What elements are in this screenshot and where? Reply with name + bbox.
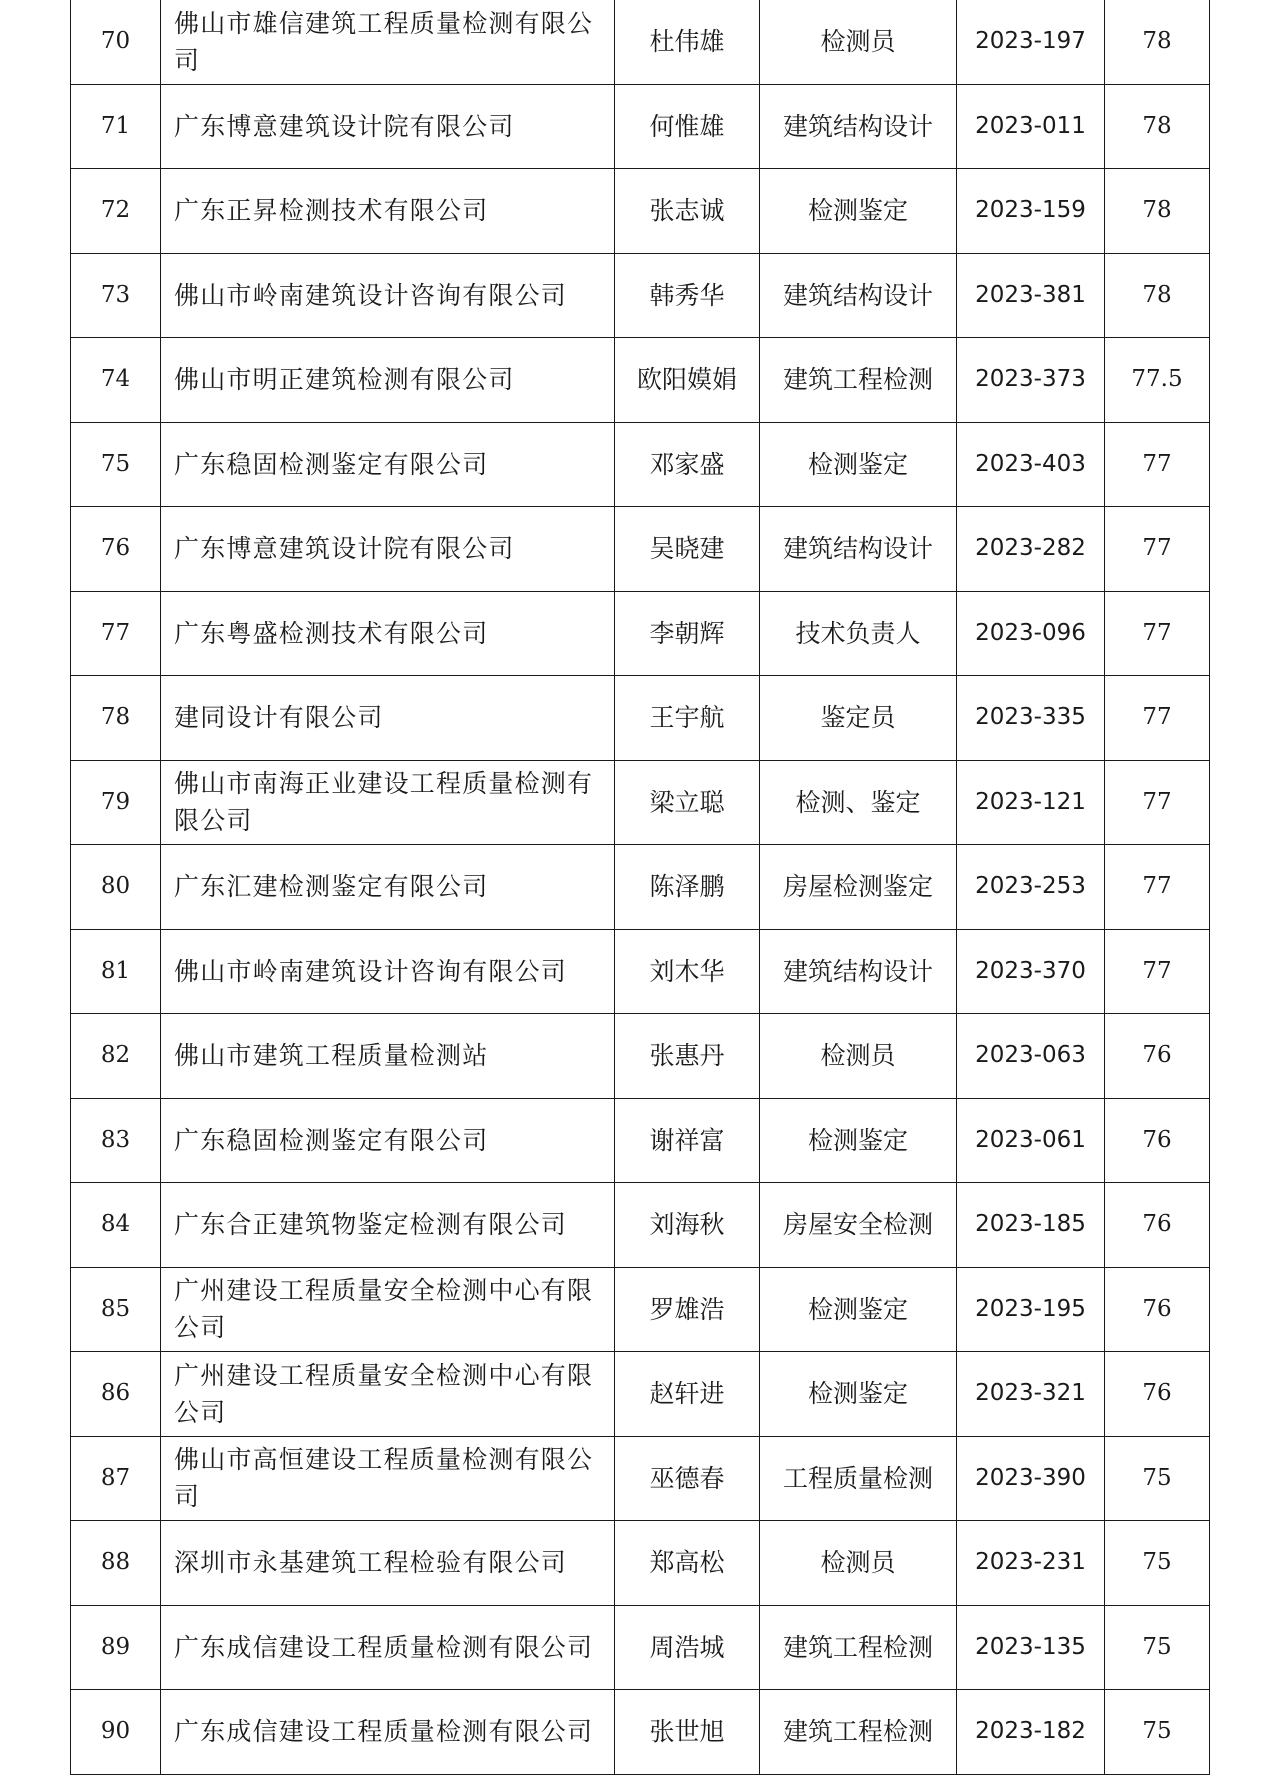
table-row <box>71 1267 1210 1352</box>
post-title: 检测鉴定 <box>760 1098 957 1183</box>
unit-name: 深圳市永基建筑工程检验有限公司 <box>161 1521 615 1606</box>
person-name: 郑高松 <box>615 1521 760 1606</box>
person-name: 张惠丹 <box>615 1014 760 1099</box>
unit-name: 广东正昇检测技术有限公司 <box>161 169 615 254</box>
score: 78 <box>1105 84 1210 169</box>
table-row <box>71 1352 1210 1437</box>
post-title: 工程质量检测 <box>760 1436 957 1521</box>
row-number: 73 <box>71 253 161 338</box>
certificate-number: 2023-403 <box>957 422 1105 507</box>
unit-name: 广东合正建筑物鉴定检测有限公司 <box>161 1183 615 1268</box>
personnel-score-table <box>70 0 1210 1775</box>
row-number: 78 <box>71 676 161 761</box>
person-name: 张志诚 <box>615 169 760 254</box>
person-name: 赵轩进 <box>615 1352 760 1437</box>
unit-name: 佛山市雄信建筑工程质量检测有限公司 <box>161 0 615 84</box>
certificate-number: 2023-185 <box>957 1183 1105 1268</box>
person-name: 刘木华 <box>615 929 760 1014</box>
table-row <box>71 1436 1210 1521</box>
score: 77 <box>1105 591 1210 676</box>
row-number: 82 <box>71 1014 161 1099</box>
score: 75 <box>1105 1605 1210 1690</box>
row-number: 80 <box>71 845 161 930</box>
table-row <box>71 422 1210 507</box>
unit-name: 佛山市南海正业建设工程质量检测有限公司 <box>161 760 615 845</box>
score: 78 <box>1105 0 1210 84</box>
person-name: 罗雄浩 <box>615 1267 760 1352</box>
row-number: 81 <box>71 929 161 1014</box>
person-name: 吴晓建 <box>615 507 760 592</box>
row-number: 75 <box>71 422 161 507</box>
table-row <box>71 591 1210 676</box>
post-title: 建筑结构设计 <box>760 507 957 592</box>
post-title: 房屋安全检测 <box>760 1183 957 1268</box>
person-name: 梁立聪 <box>615 760 760 845</box>
person-name: 谢祥富 <box>615 1098 760 1183</box>
certificate-number: 2023-335 <box>957 676 1105 761</box>
table-row <box>71 929 1210 1014</box>
score: 77 <box>1105 760 1210 845</box>
post-title: 检测鉴定 <box>760 169 957 254</box>
row-number: 84 <box>71 1183 161 1268</box>
score: 75 <box>1105 1436 1210 1521</box>
table-row <box>71 507 1210 592</box>
certificate-number: 2023-321 <box>957 1352 1105 1437</box>
post-title: 检测员 <box>760 1521 957 1606</box>
row-number: 83 <box>71 1098 161 1183</box>
certificate-number: 2023-063 <box>957 1014 1105 1099</box>
certificate-number: 2023-096 <box>957 591 1105 676</box>
row-number: 74 <box>71 338 161 423</box>
person-name: 陈泽鹏 <box>615 845 760 930</box>
unit-name: 广东稳固检测鉴定有限公司 <box>161 1098 615 1183</box>
person-name: 杜伟雄 <box>615 0 760 84</box>
post-title: 检测员 <box>760 1014 957 1099</box>
table-body <box>71 0 1210 1774</box>
row-number: 89 <box>71 1605 161 1690</box>
table-row <box>71 0 1210 84</box>
post-title: 建筑工程检测 <box>760 1605 957 1690</box>
certificate-number: 2023-197 <box>957 0 1105 84</box>
score: 77 <box>1105 422 1210 507</box>
person-name: 何惟雄 <box>615 84 760 169</box>
post-title: 房屋检测鉴定 <box>760 845 957 930</box>
score: 75 <box>1105 1521 1210 1606</box>
row-number: 88 <box>71 1521 161 1606</box>
row-number: 90 <box>71 1690 161 1775</box>
post-title: 鉴定员 <box>760 676 957 761</box>
unit-name: 广东博意建筑设计院有限公司 <box>161 507 615 592</box>
unit-name: 佛山市高恒建设工程质量检测有限公司 <box>161 1436 615 1521</box>
post-title: 检测、鉴定 <box>760 760 957 845</box>
row-number: 72 <box>71 169 161 254</box>
score: 77 <box>1105 507 1210 592</box>
unit-name: 广东汇建检测鉴定有限公司 <box>161 845 615 930</box>
unit-name: 广东成信建设工程质量检测有限公司 <box>161 1605 615 1690</box>
table-row <box>71 253 1210 338</box>
row-number: 70 <box>71 0 161 84</box>
certificate-number: 2023-282 <box>957 507 1105 592</box>
certificate-number: 2023-011 <box>957 84 1105 169</box>
person-name: 巫德春 <box>615 1436 760 1521</box>
score: 77.5 <box>1105 338 1210 423</box>
table-row <box>71 1521 1210 1606</box>
score: 76 <box>1105 1014 1210 1099</box>
row-number: 85 <box>71 1267 161 1352</box>
post-title: 检测鉴定 <box>760 1352 957 1437</box>
unit-name: 广东粤盛检测技术有限公司 <box>161 591 615 676</box>
certificate-number: 2023-390 <box>957 1436 1105 1521</box>
person-name: 邓家盛 <box>615 422 760 507</box>
row-number: 87 <box>71 1436 161 1521</box>
person-name: 韩秀华 <box>615 253 760 338</box>
row-number: 86 <box>71 1352 161 1437</box>
table-row <box>71 760 1210 845</box>
post-title: 技术负责人 <box>760 591 957 676</box>
score: 76 <box>1105 1267 1210 1352</box>
score: 76 <box>1105 1352 1210 1437</box>
certificate-number: 2023-231 <box>957 1521 1105 1606</box>
person-name: 李朝辉 <box>615 591 760 676</box>
table-row <box>71 1183 1210 1268</box>
certificate-number: 2023-373 <box>957 338 1105 423</box>
person-name: 张世旭 <box>615 1690 760 1775</box>
unit-name: 佛山市建筑工程质量检测站 <box>161 1014 615 1099</box>
certificate-number: 2023-061 <box>957 1098 1105 1183</box>
post-title: 检测鉴定 <box>760 422 957 507</box>
row-number: 77 <box>71 591 161 676</box>
post-title: 建筑结构设计 <box>760 253 957 338</box>
post-title: 建筑结构设计 <box>760 929 957 1014</box>
certificate-number: 2023-370 <box>957 929 1105 1014</box>
certificate-number: 2023-182 <box>957 1690 1105 1775</box>
score: 77 <box>1105 676 1210 761</box>
row-number: 79 <box>71 760 161 845</box>
table-row <box>71 169 1210 254</box>
score: 76 <box>1105 1098 1210 1183</box>
unit-name: 佛山市岭南建筑设计咨询有限公司 <box>161 929 615 1014</box>
table-row <box>71 84 1210 169</box>
certificate-number: 2023-381 <box>957 253 1105 338</box>
person-name: 刘海秋 <box>615 1183 760 1268</box>
unit-name: 广东博意建筑设计院有限公司 <box>161 84 615 169</box>
score: 76 <box>1105 1183 1210 1268</box>
post-title: 检测员 <box>760 0 957 84</box>
table-row <box>71 1098 1210 1183</box>
unit-name: 广东成信建设工程质量检测有限公司 <box>161 1690 615 1775</box>
post-title: 建筑结构设计 <box>760 84 957 169</box>
certificate-number: 2023-121 <box>957 760 1105 845</box>
certificate-number: 2023-159 <box>957 169 1105 254</box>
score: 78 <box>1105 169 1210 254</box>
table-row <box>71 845 1210 930</box>
person-name: 王宇航 <box>615 676 760 761</box>
score: 77 <box>1105 845 1210 930</box>
score: 77 <box>1105 929 1210 1014</box>
score: 75 <box>1105 1690 1210 1775</box>
certificate-number: 2023-135 <box>957 1605 1105 1690</box>
table-row <box>71 338 1210 423</box>
person-name: 周浩城 <box>615 1605 760 1690</box>
certificate-number: 2023-195 <box>957 1267 1105 1352</box>
unit-name: 建同设计有限公司 <box>161 676 615 761</box>
score: 78 <box>1105 253 1210 338</box>
table-row <box>71 1014 1210 1099</box>
unit-name: 佛山市明正建筑检测有限公司 <box>161 338 615 423</box>
post-title: 建筑工程检测 <box>760 1690 957 1775</box>
person-name: 欧阳嫫娟 <box>615 338 760 423</box>
unit-name: 广州建设工程质量安全检测中心有限公司 <box>161 1352 615 1437</box>
unit-name: 佛山市岭南建筑设计咨询有限公司 <box>161 253 615 338</box>
certificate-number: 2023-253 <box>957 845 1105 930</box>
post-title: 建筑工程检测 <box>760 338 957 423</box>
table-row <box>71 1605 1210 1690</box>
table-row <box>71 676 1210 761</box>
row-number: 71 <box>71 84 161 169</box>
row-number: 76 <box>71 507 161 592</box>
unit-name: 广东稳固检测鉴定有限公司 <box>161 422 615 507</box>
post-title: 检测鉴定 <box>760 1267 957 1352</box>
table-row <box>71 1690 1210 1775</box>
unit-name: 广州建设工程质量安全检测中心有限公司 <box>161 1267 615 1352</box>
